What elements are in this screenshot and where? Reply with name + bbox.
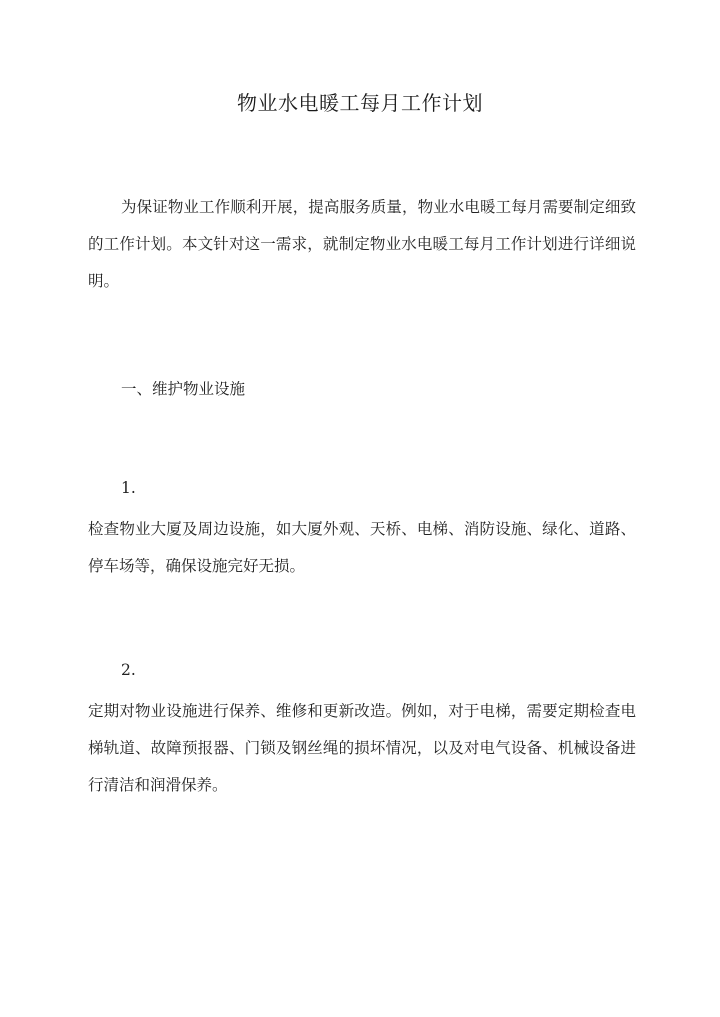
intro-paragraph: 为保证物业工作顺利开展，提高服务质量，物业水电暖工每月需要制定细致的工作计划。本文针对这一需求，就制定物业水电暖工每月工作计划进行详细说明。 [88, 198, 636, 290]
list-item-text: 定期对物业设施进行保养、维修和更新改造。例如，对于电梯，需要定期检查电梯轨道、故障预报器、门锁及钢丝绳的损坏情况，以及对电气设备、机械设备进行清洁和润滑保养。 [88, 702, 636, 794]
list-item-number: 2. [121, 661, 136, 679]
document-title: 物业水电暖工每月工作计划 [237, 91, 483, 115]
list-item-number: 1. [121, 479, 136, 497]
list-item-text: 检查物业大厦及周边设施，如大厦外观、天桥、电梯、消防设施、绿化、道路、停车场等，确保设施完好无损。 [88, 520, 636, 575]
section-heading-maintain-facilities: 一、维护物业设施 [121, 380, 246, 398]
